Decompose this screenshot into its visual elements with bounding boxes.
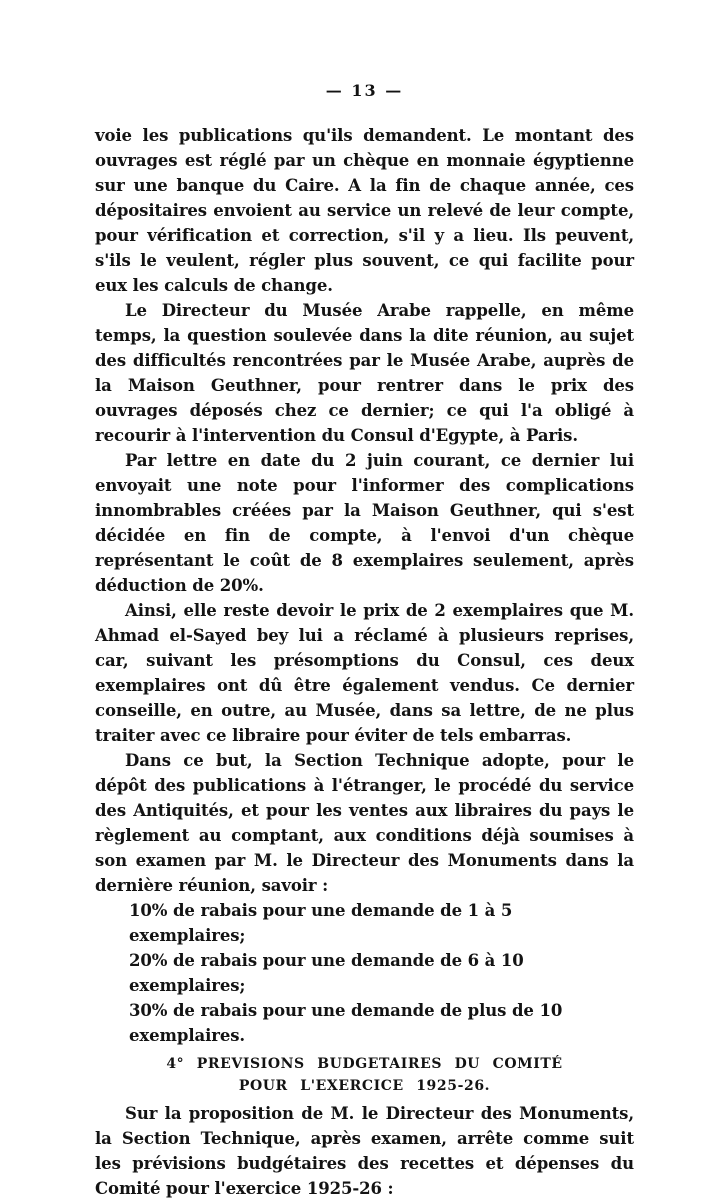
section-heading (95, 1053, 634, 1097)
paragraph-lettre-2-juin: Par lettre en date du 2 juin courant, ce dernier lui envoyait une note pour l'informer des complications innombrables créées par la Maison Geuthner, qui s'est décidée en fin de compte, à l'envoi d'un chèque représentant le coût de 8 exemplaires seulement, après déduction de 20%. (95, 451, 634, 595)
paragraph-directeur-musee-arabe: Le Directeur du Musée Arabe rappelle, en même temps, la question soulevée dans la dite réunion, au sujet des difficultés rencontrées par le Musée Arabe, auprès de la Maison Geuthner, pour rentrer dans le prix des ouvrages déposés chez ce dernier; ce qui l'a obligé à recourir à l'intervention du Consul d'Egypte, à Paris. (95, 301, 634, 445)
discount-line-20-percent: 20% de rabais pour une demande de 6 à 10 exemplaires; (129, 951, 524, 995)
section-heading-line1: 4° PREVISIONS BUDGETAIRES DU COMITÉ (166, 1056, 563, 1072)
paragraph-continuation: voie les publications qu'ils demandent. Le montant des ouvrages est réglé par un chèque en monnaie égyptienne sur une banque du Caire. A la fin de chaque année, ces dépositaires envoient au service un relevé de leur compte, pour vérification et correction, s'il y a lieu. Ils peuvent, s'ils le veulent, régler plus souvent, ce qui facilite pour eux les calculs de change. (95, 126, 634, 295)
page-number: — 13 — (325, 81, 404, 100)
discount-line-30-percent: 30% de rabais pour une demande de plus de 10 exemplaires. (129, 1001, 563, 1045)
discount-line-10-percent: 10% de rabais pour une demande de 1 à 5 exemplaires; (129, 901, 513, 945)
paragraph-section-technique-adopte: Dans ce but, la Section Technique adopte, pour le dépôt des publications à l'étranger, le procédé du service des Antiquités, et pour les ventes aux libraires du pays le règlement au comptant, aux conditions déjà soumises à son examen par M. le Directeur des Monuments dans la dernière réunion, savoir : (95, 751, 634, 895)
paragraph-previsions-budgetaires: Sur la proposition de M. le Directeur des Monuments, la Section Technique, après examen, arrête comme suit les prévisions budgétaires des recettes et dépenses du Comité pour l'exercice 1925-26 : (95, 1104, 634, 1198)
section-heading-line2: POUR L'EXERCICE 1925-26. (238, 1078, 491, 1094)
page-body (95, 123, 634, 1201)
discount-list (129, 898, 634, 1048)
page-header (95, 78, 634, 103)
paragraph-ahmad-el-sayed: Ainsi, elle reste devoir le prix de 2 exemplaires que M. Ahmad el-Sayed bey lui a réclamé à plusieurs reprises, car, suivant les présomptions du Consul, ces deux exemplaires ont dû être également vendus. Ce dernier conseille, en outre, au Musée, dans sa lettre, de ne plus traiter avec ce libraire pour éviter de tels embarras. (95, 601, 634, 745)
